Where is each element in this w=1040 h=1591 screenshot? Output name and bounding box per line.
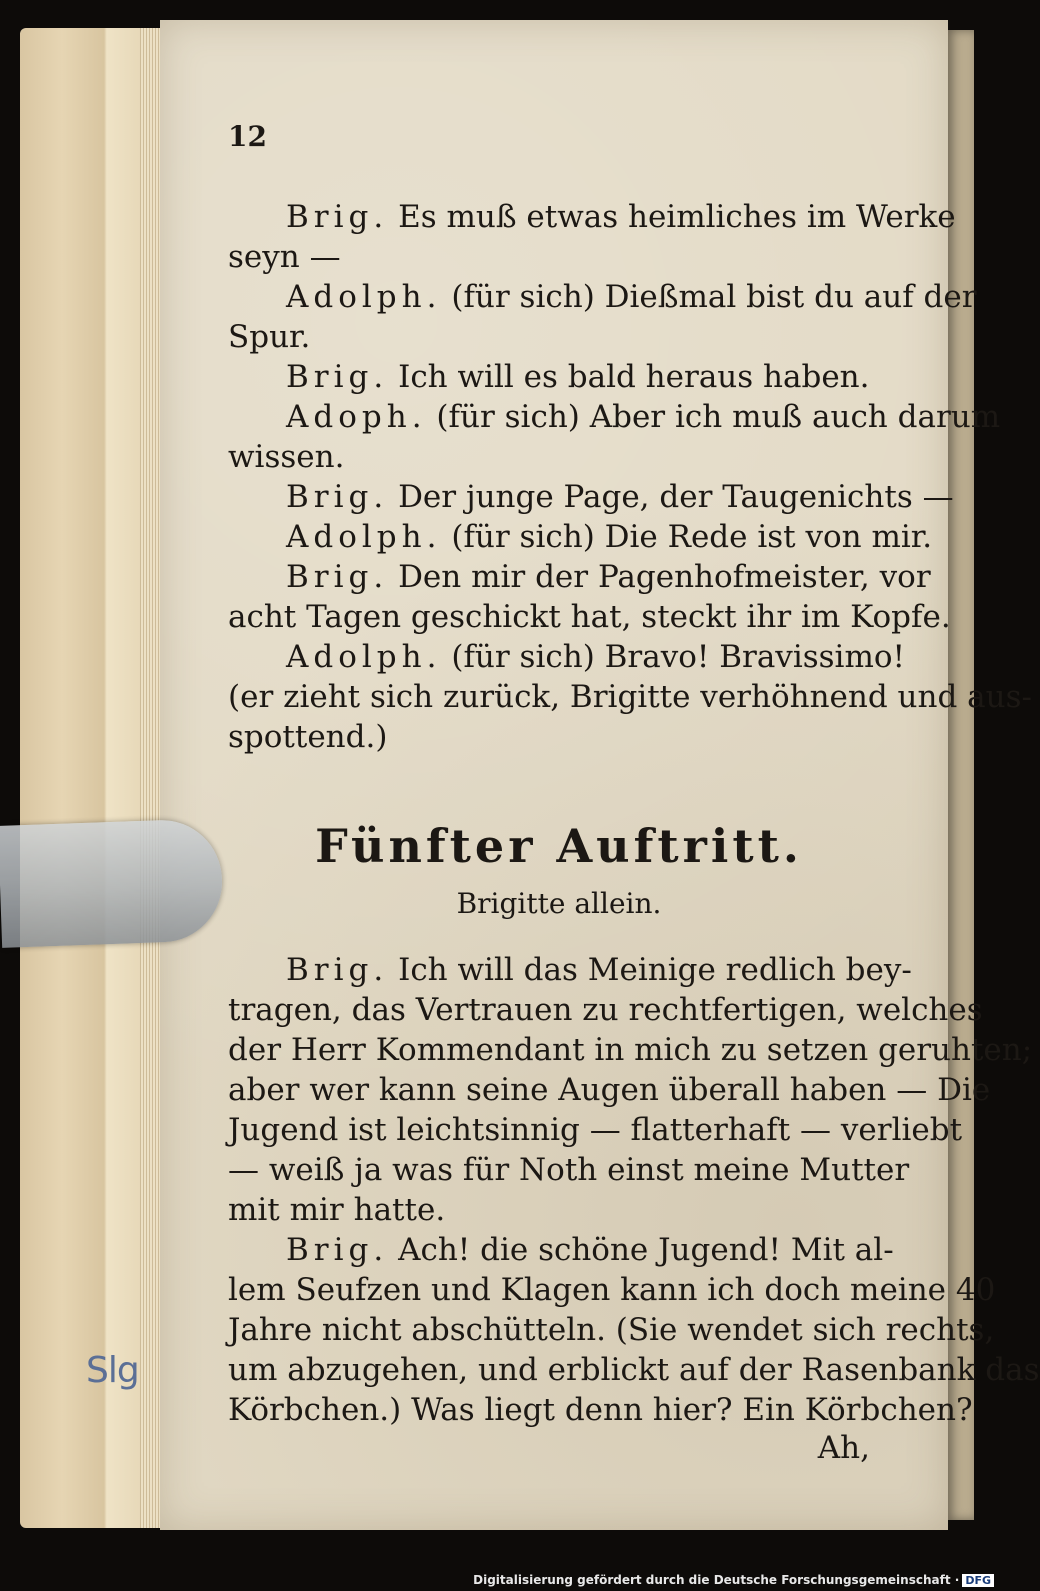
line-text: Der junge Page, der Taugenichts — — [398, 479, 954, 515]
speaker-name: Brig. — [286, 199, 389, 235]
line-text: Ich will das Meinige redlich bey- — [398, 952, 912, 988]
line-text: (für sich) Die Rede ist von mir. — [451, 519, 933, 555]
page-holder-clip — [0, 818, 224, 948]
text-line — [228, 637, 905, 677]
line-text: tragen, das Vertrauen zu rechtfertigen, welches — [228, 992, 983, 1028]
text-line — [228, 277, 977, 317]
dialogue-block-1 — [228, 197, 1033, 757]
text-line — [228, 1070, 991, 1110]
speaker-name: Adoph. — [286, 399, 427, 435]
line-text: Den mir der Pagenhofmeister, vor — [398, 559, 931, 595]
scene-heading: Fünfter Auftritt. — [315, 819, 803, 873]
line-text: aber wer kann seine Augen überall haben — Die — [228, 1072, 991, 1108]
line-text: Jugend ist leichtsinnig — flatterhaft — verliebt — [228, 1112, 963, 1148]
line-text: spottend.) — [228, 719, 388, 755]
footer-credit — [473, 1573, 994, 1587]
text-line — [228, 317, 890, 357]
text-line — [228, 397, 1001, 437]
text-line — [228, 950, 912, 990]
footer-text: Digitalisierung gefördert durch die Deutsche Forschungsgemeinschaft · — [473, 1573, 960, 1587]
line-text: Körbchen.) Was liegt denn hier? Ein Körbchen? — [228, 1392, 973, 1428]
line-text: acht Tagen geschickt hat, steckt ihr im Kopfe. — [228, 599, 951, 635]
line-text: Jahre nicht abschütteln. (Sie wendet sich rechts, — [228, 1312, 995, 1348]
text-line — [228, 677, 1033, 717]
text-line — [228, 517, 933, 557]
page-number: 12 — [228, 120, 267, 153]
text-line — [228, 477, 954, 517]
speaker-name: Brig. — [286, 479, 389, 515]
line-text: (für sich) Bravo! Bravissimo! — [451, 639, 905, 675]
line-text: — weiß ja was für Noth einst meine Mutter — [228, 1152, 910, 1188]
line-text: (für sich) Aber ich muß auch darum — [436, 399, 1001, 435]
speaker-name: Brig. — [286, 359, 389, 395]
speaker-name: Adolph. — [286, 519, 442, 555]
book-fore-edge — [20, 28, 160, 1528]
library-stamp: Slg — [86, 1350, 139, 1391]
text-line — [228, 1230, 894, 1270]
catchword: Ah, — [817, 1430, 870, 1466]
speaker-name: Adolph. — [286, 639, 442, 675]
text-line — [228, 1390, 973, 1430]
speaker-name: Adolph. — [286, 279, 442, 315]
speaker-name: Brig. — [286, 559, 389, 595]
speaker-name: Brig. — [286, 952, 389, 988]
text-line — [228, 1270, 996, 1310]
text-line — [228, 1190, 890, 1230]
text-line — [228, 237, 890, 277]
text-line — [228, 990, 983, 1030]
text-line — [228, 1110, 963, 1150]
text-line — [228, 1030, 1033, 1070]
line-text: Ach! die schöne Jugend! Mit al- — [398, 1232, 894, 1268]
line-text: seyn — — [228, 239, 341, 275]
line-text: der Herr Kommendant in mich zu setzen geruhten; — [228, 1032, 1033, 1068]
text-line — [228, 1350, 1040, 1390]
line-text: lem Seufzen und Klagen kann ich doch meine 40 — [228, 1272, 996, 1308]
dialogue-block-2 — [228, 950, 1040, 1430]
line-text: Es muß etwas heimliches im Werke — [398, 199, 956, 235]
text-line — [228, 717, 890, 757]
text-line — [228, 557, 931, 597]
text-line — [228, 437, 890, 477]
text-line — [228, 197, 956, 237]
line-text: Ich will es bald heraus haben. — [398, 359, 870, 395]
line-text: mit mir hatte. — [228, 1192, 446, 1228]
dfg-logo: DFG — [962, 1574, 994, 1587]
line-text: wissen. — [228, 439, 345, 475]
scene-subheading: Brigitte allein. — [456, 887, 662, 920]
line-text: um abzugehen, und erblickt auf der Rasenbank das — [228, 1352, 1040, 1388]
text-line — [228, 597, 951, 637]
text-line — [228, 1310, 995, 1350]
line-text: (für sich) Dießmal bist du auf der — [451, 279, 977, 315]
text-line — [228, 1150, 910, 1190]
page-text — [228, 120, 1040, 1466]
speaker-name: Brig. — [286, 1232, 389, 1268]
text-line — [228, 357, 890, 397]
line-text: Spur. — [228, 319, 311, 355]
line-text: (er zieht sich zurück, Brigitte verhöhnend und aus- — [228, 679, 1033, 715]
